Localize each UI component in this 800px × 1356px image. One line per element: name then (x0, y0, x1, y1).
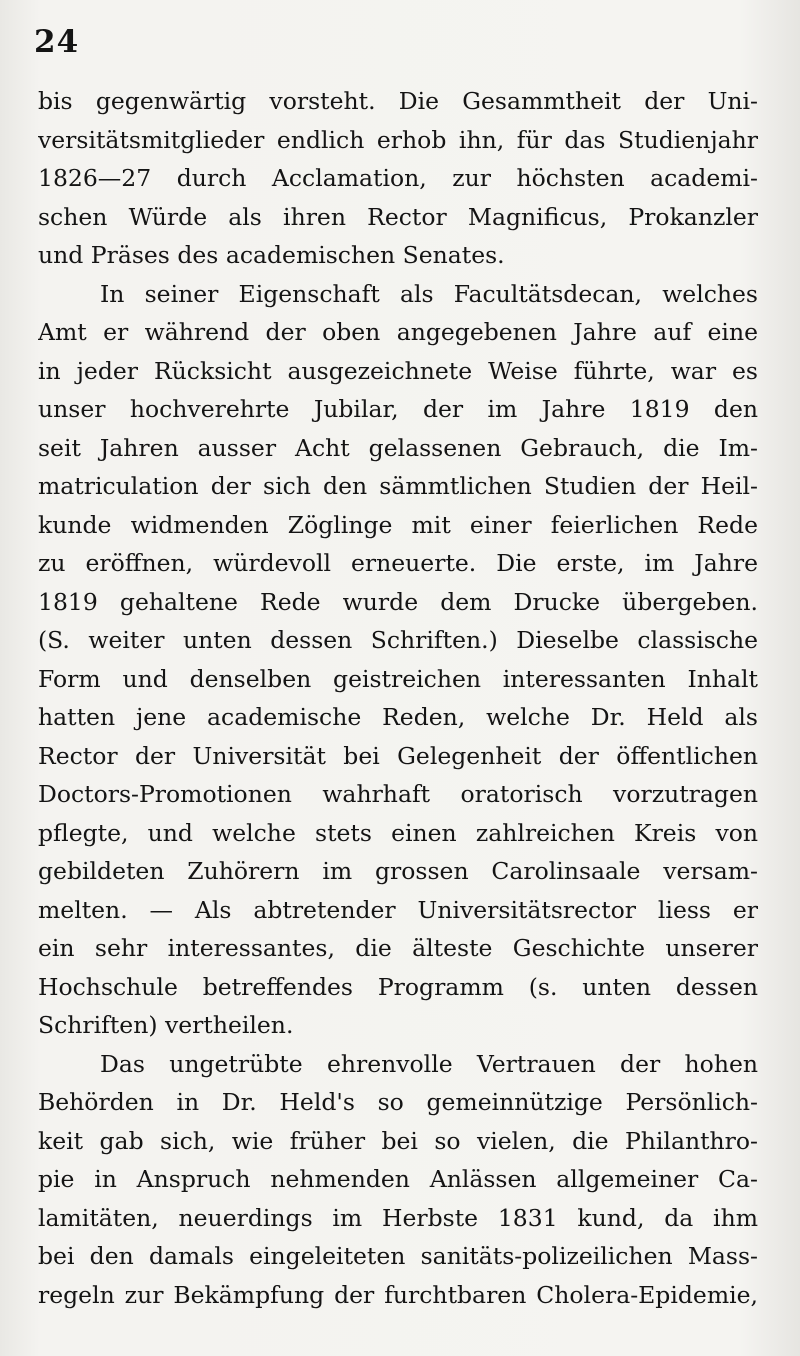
text-line: melten. — Als abtretender Universitätsrector liess er (38, 895, 758, 924)
text-line: Das ungetrübte ehrenvolle Vertrauen der hohen (100, 1049, 758, 1078)
text-line: kunde widmenden Zöglinge mit einer feierlichen Rede (38, 510, 758, 539)
text-line: matriculation der sich den sämmtlichen Studien der Heil- (38, 472, 758, 500)
body-text (38, 82, 758, 1314)
text-line: Form und denselben geistreichen interessanten Inhalt (38, 664, 758, 693)
text-line: 1826—27 durch Acclamation, zur höchsten academi- (38, 164, 758, 192)
text-line: versitätsmitglieder endlich erhob ihn, für das Studienjahr (38, 125, 758, 154)
text-line: zu eröffnen, würdevoll erneuerte. Die erste, im Jahre (38, 549, 758, 577)
text-line: Schriften) vertheilen. (38, 1011, 294, 1039)
text-line: pie in Anspruch nehmenden Anlässen allgemeiner Ca- (38, 1165, 758, 1193)
text-line: ein sehr interessantes, die älteste Geschichte unserer (38, 934, 758, 962)
page-number: 24 (34, 24, 80, 60)
text-line: in jeder Rücksicht ausgezeichnete Weise führte, war es (38, 356, 758, 385)
text-line: bei den damals eingeleiteten sanitäts-polizeilichen Mass- (38, 1242, 758, 1270)
text-line: pflegte, und welche stets einen zahlreichen Kreis von (38, 818, 758, 847)
text-line: Doctors-Promotionen wahrhaft oratorisch vorzutragen (38, 780, 758, 808)
text-line: und Präses des academischen Senates. (38, 241, 505, 269)
text-line: Hochschule betreffendes Programm (s. unten dessen (38, 972, 758, 1001)
text-line: lamitäten, neuerdings im Herbste 1831 kund, da ihm (38, 1203, 758, 1232)
text-line: schen Würde als ihren Rector Magnificus, Prokanzler (38, 202, 758, 231)
text-line: 1819 gehaltene Rede wurde dem Drucke übergeben. (38, 587, 758, 616)
text-line: Amt er während der oben angegebenen Jahre auf eine (38, 318, 758, 346)
text-line: unser hochverehrte Jubilar, der im Jahre 1819 den (38, 395, 758, 423)
text-line: Behörden in Dr. Held's so gemeinnützige Persönlich- (38, 1088, 758, 1116)
text-line: In seiner Eigenschaft als Facultätsdecan, welches (100, 279, 758, 308)
text-line: regeln zur Bekämpfung der furchtbaren Cholera-Epidemie, (38, 1280, 758, 1309)
text-line: hatten jene academische Reden, welche Dr. Held als (38, 703, 758, 731)
text-line: keit gab sich, wie früher bei so vielen, die Philanthro- (38, 1126, 758, 1155)
text-line: bis gegenwärtig vorsteht. Die Gesammtheit der Uni- (38, 87, 758, 115)
text-line: seit Jahren ausser Acht gelassenen Gebrauch, die Im- (38, 433, 758, 462)
text-line: (S. weiter unten dessen Schriften.) Dieselbe classische (38, 626, 758, 654)
text-line: Rector der Universität bei Gelegenheit der öffentlichen (38, 741, 758, 770)
text-line: gebildeten Zuhörern im grossen Carolinsaale versam- (38, 857, 758, 885)
